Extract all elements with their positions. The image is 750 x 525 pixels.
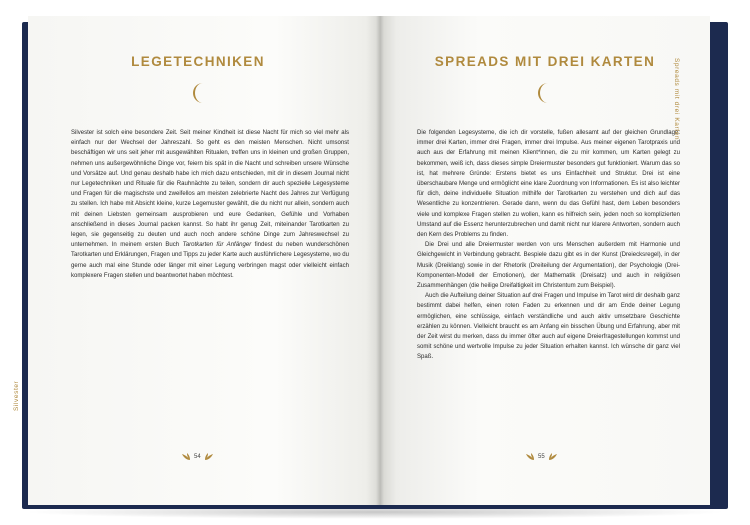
crescent-moon-icon <box>192 82 208 104</box>
right-side-label: Spreads mit drei Karten <box>673 58 680 141</box>
book-gutter <box>376 16 384 505</box>
right-page-footer <box>525 453 558 461</box>
left-side-label: Silvester <box>13 380 20 411</box>
right-paragraph: Auch die Aufteilung deiner Situation auf drei Fragen und Impulse im Tarot wird dir deshalb ganz bestimmt dabei helfen, einen roten Faden zu erkennen und dir am Ende deiner Legung ermöglichen, eine schlüssige, einfach verständliche und auch aktiv umsetzbare Geschichte erzählen zu können. Vielleicht braucht es am Anfang ein bisschen Übung und Erfahrung, aber mit der Zeit wirst du merken, dass du immer öfter auch auf eigene Dreierfragestellungen kommst und somit schöne und wertvolle Impulse zu jeder Situation erhalten kannst. Ich wünsche dir ganz viel Spaß. <box>417 293 680 361</box>
right-paragraph: Die Drei und alle Dreiermuster werden von uns Menschen außerdem mit Harmonie und Gleichgewicht in Verbindung gebracht. Bespiele dazu gibt es in der Kunst (Dreiecksregel), in der Musik (Dreiklang) sowie in der Rhetorik (Dreiteilung der Argumentation), der Psychologie (Drei-Komponenten-Modell der Emotionen), der Mathematik (Dreisatz) und auch in religiösen Zusammenhängen (die heilige Dreifaltigkeit im Christentum zum Beispiel). <box>417 242 680 290</box>
left-paragraph <box>71 128 349 281</box>
left-page-footer <box>181 453 214 461</box>
right-page-body <box>417 128 680 363</box>
paragraph-text: Silvester ist solch eine besondere Zeit. Seit meiner Kindheit ist diese Nacht für mich so viel mehr als einfach nur der Wechsel der Jahreszahl. So geht es den meisten Menschen. Nicht umsonst beschäftigen wir uns seit jeher mit ausgewählten Ritualen, treffen uns in kleinen und großen Gruppen, nehmen uns außergewöhnliche Dinge vor, feiern bis spät in die Nacht und schreiben unsere Wünsche und Vorsätze auf. Und genau deshalb habe ich mich dazu entschieden, mit dir in diesem Journal nicht nur Legetechniken und Rituale für die Rauhnächte zu teilen, sondern dir auch spezielle Legesysteme und Fragen für die magischste und zweifellos am meisten zelebrierte Nacht des Jahres zur Verfügung zu stellen. Ich habe mit Absicht kleine, kurze Legemuster gewählt, die du nicht nur allein, sondern auch mit deinen Liebsten gemeinsam ausprobieren und eure Gedanken, Gefühle und Vorhaben anschließend in dieses Journal packen kannst. So habt ihr genug Zeit, miteinander Tarotkarten zu legen, sie gegenseitig zu deuten und auch noch andere schöne Dinge zum Jahreswechsel zu unternehmen. In meinem ersten Buch <box>71 130 349 249</box>
book-title-reference: Tarotkarten für Anfänger <box>182 242 252 249</box>
laurel-right-icon <box>204 453 214 461</box>
laurel-left-icon <box>525 453 535 461</box>
left-page-body <box>71 128 349 281</box>
page-number: 55 <box>538 454 545 460</box>
left-page-title: LEGETECHNIKEN <box>131 54 265 69</box>
left-page <box>13 16 380 505</box>
laurel-right-icon <box>548 453 558 461</box>
laurel-left-icon <box>181 453 191 461</box>
right-paragraph: Die folgenden Legesysteme, die ich dir vorstelle, fußen allesamt auf der gleichen Grundlage: immer drei Karten, immer drei Fragen, immer drei Impulse. Aus meiner eigenen Tarotpraxis und auch aus der Erfahrung mit meinen Klient*innen, die zu mir kommen, um Karten gelegt zu bekommen, weiß ich, dass dieses simple Dreiermuster besonders gut funktioniert. Warum das so ist, hat mehrere Gründe: Erstens bietet es uns Einfachheit und Struktur. Drei ist eine überschaubare Menge und ermöglicht eine klare Zuordnung von Informationen. Es ist also leichter für dich, deine individuelle Situation mithilfe der Tarotkarten zu verstehen und dich auf das Wesentliche zu konzentrieren. Gerade dann, wenn du das Gefühl hast, dem Leben besonders viele und komplexe Fragen stellen zu wollen, kann es hilfreich sein, jeden noch so komplizierten Umstand auf die Essenz herunterzubrechen und damit nicht nur klarere Antworten, sondern auch den Kern des Problems zu finden. <box>417 130 680 239</box>
right-page <box>380 16 710 505</box>
right-page-title: SPREADS MIT DREI KARTEN <box>434 54 656 69</box>
page-number: 54 <box>194 454 201 460</box>
paragraph-text: findest du neben wunderschönen Tarotkarten und Erklärungen, Fragen und Tipps zu jeder Karte auch ausführlichere Legesysteme, wo du gerne auch mal eine Stunde oder länger mit einer Legung verbringen magst oder vielleicht einfach komplexere Fragen stellen und beantwortet haben möchtest. <box>71 242 349 279</box>
crescent-moon-icon <box>537 82 553 104</box>
